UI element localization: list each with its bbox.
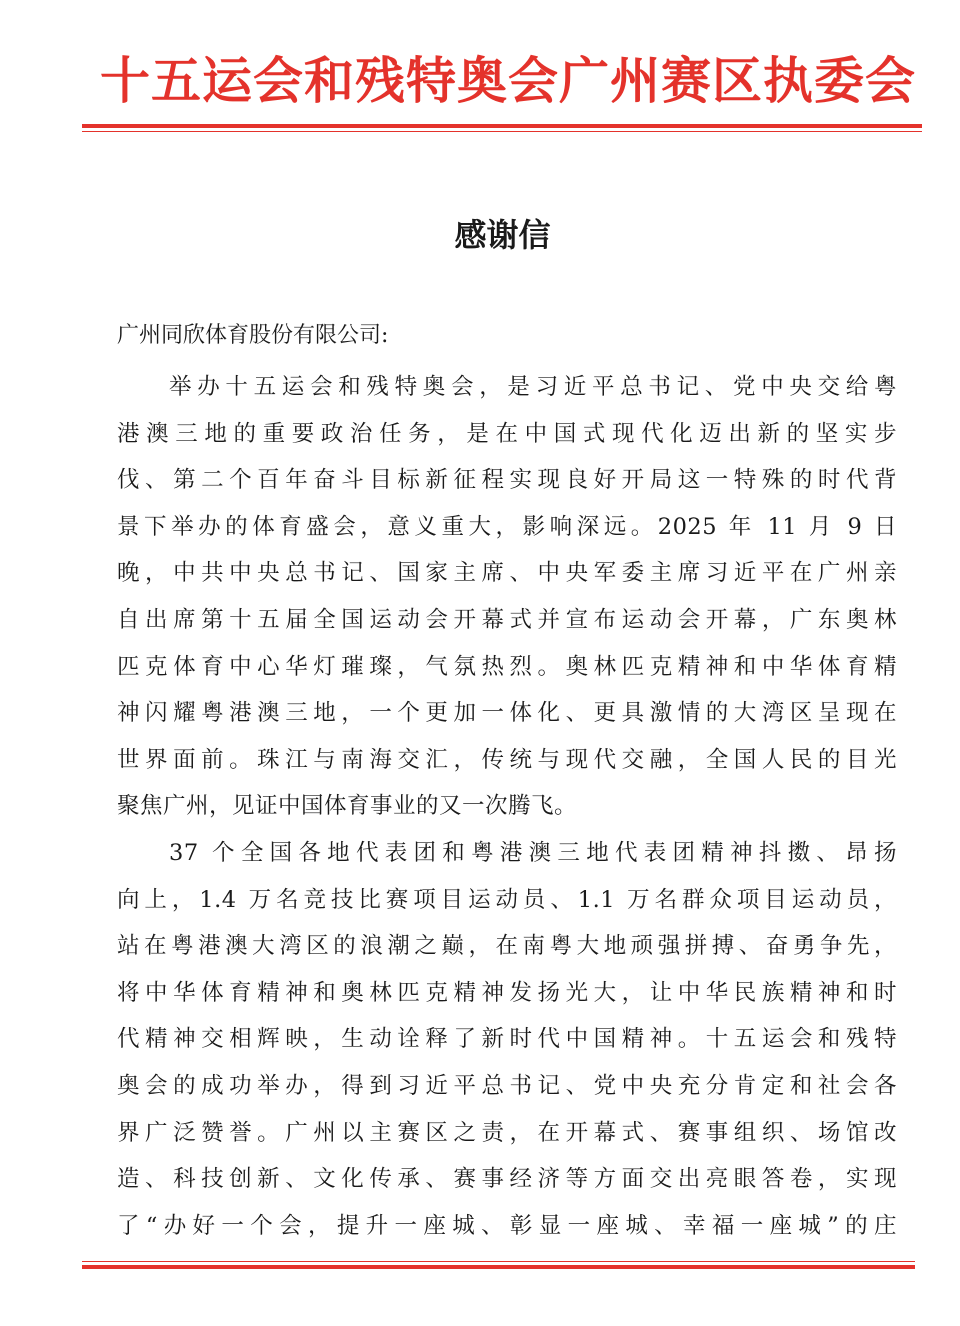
footer-rule-thick <box>82 1265 915 1269</box>
text-line: 聚焦广州，见证中国体育事业的又一次腾飞。 <box>117 793 578 820</box>
letter-body <box>117 364 897 1249</box>
footer-rule-thin <box>82 1261 915 1262</box>
text-line: 向上，1.4 万名竞技比赛项目运动员、1.1 万名群众项目运动员， <box>117 886 897 913</box>
text-line: 奥会的成功举办，得到习近平总书记、党中央充分肯定和社会各 <box>117 1072 897 1099</box>
text-line: 神闪耀粤港澳三地，一个更加一体化、更具激情的大湾区呈现在 <box>117 700 897 727</box>
text-line: 将中华体育精神和奥林匹克精神发扬光大，让中华民族精神和时 <box>117 979 897 1006</box>
salutation: 广州同欣体育股份有限公司: <box>117 323 389 348</box>
text-line: 自出席第十五届全国运动会开幕式并宣布运动会开幕，广东奥林 <box>117 606 897 633</box>
text-line: 37 个全国各地代表团和粤港澳三地代表团精神抖擞、昂扬 <box>169 839 897 866</box>
letterhead-organization: 十五运会和残特奥会广州赛区执委会 <box>100 51 916 110</box>
text-line: 世界面前。珠江与南海交汇，传统与现代交融，全国人民的目光 <box>117 746 897 773</box>
letterhead-rule-thin <box>82 131 922 132</box>
letterhead-rule-thick <box>82 124 922 128</box>
text-line: 港澳三地的重要政治任务，是在中国式现代化迈出新的坚实步 <box>117 420 897 447</box>
text-line: 伐、第二个百年奋斗目标新征程实现良好开局这一特殊的时代背 <box>117 467 897 494</box>
text-line: 景下举办的体育盛会，意义重大，影响深远。2025 年 11 月 9 日 <box>117 513 897 540</box>
text-line: 站在粤港澳大湾区的浪潮之巅，在南粤大地顽强拼搏、奋勇争先， <box>117 933 897 960</box>
text-line: 了“办好一个会，提升一座城、彰显一座城、幸福一座城”的庄 <box>117 1212 897 1239</box>
text-line: 举办十五运会和残特奥会，是习近平总书记、党中央交给粤 <box>169 374 897 400</box>
text-line: 界广泛赞誉。广州以主赛区之责，在开幕式、赛事组织、场馆改 <box>117 1119 897 1146</box>
paragraph-2 <box>117 830 897 1249</box>
paragraph-1 <box>117 364 897 830</box>
text-line: 匹克体育中心华灯璀璨，气氛热烈。奥林匹克精神和中华体育精 <box>117 653 897 680</box>
document-title: 感谢信 <box>454 216 551 254</box>
text-line: 造、科技创新、文化传承、赛事经济等方面交出亮眼答卷，实现 <box>117 1166 897 1193</box>
text-line: 晚，中共中央总书记、国家主席、中央军委主席习近平在广州亲 <box>117 560 897 587</box>
text-line: 代精神交相辉映，生动诠释了新时代中国精神。十五运会和残特 <box>117 1026 897 1053</box>
